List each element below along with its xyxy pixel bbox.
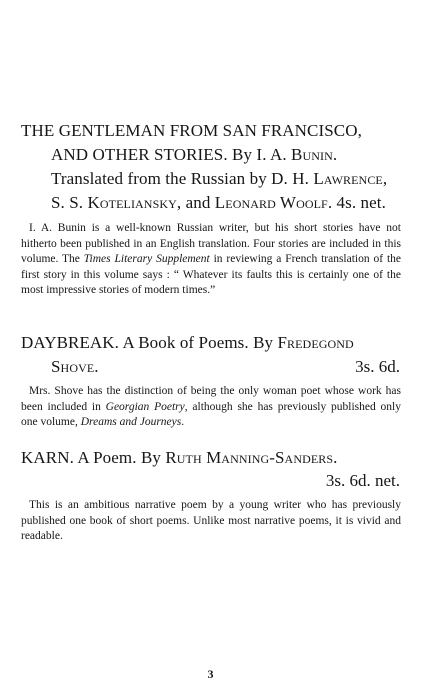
entry-description: This is an ambitious narrative poem by a young writer who has previously published one book of short poems. Unlike most narrative poems, it is vivid and readable. xyxy=(21,499,401,542)
entry-title-text: THE GENTLEMAN FROM SAN FRANCISCO, xyxy=(21,121,362,140)
translator-name: Leonard Woolf xyxy=(214,193,328,212)
entry-title-line-2 xyxy=(51,356,99,378)
entry-title-line-1 xyxy=(21,447,338,469)
translator-text: S. S. xyxy=(51,193,88,212)
entry-title-line-2 xyxy=(51,144,337,166)
entry-title-line-4 xyxy=(51,192,386,214)
entry-description: Mrs. Shove has the distinction of being the only woman poet whose work has been included in Georgian Poetry, although she has previously published only one volume, Dreams and Journeys. xyxy=(21,385,401,428)
translator-text: Translated from the Russian by D. H. xyxy=(51,169,314,188)
entry-title-line-1 xyxy=(21,120,362,142)
publication-title: Dreams and Journeys xyxy=(80,416,182,428)
translator-name: Koteliansky xyxy=(87,193,177,212)
entry-title-line-1 xyxy=(21,332,354,354)
author-name: Shove. xyxy=(51,357,99,376)
entry-title-text: AND OTHER STORIES. By I. A. xyxy=(51,145,292,164)
entry-price: . 4s. net. xyxy=(327,193,386,212)
page-number: 3 xyxy=(207,667,214,681)
publication-title: Georgian Poetry xyxy=(105,400,185,413)
conjunction-text: , and xyxy=(176,193,215,212)
entry-title-text: DAYBREAK. A Book of Poems. By xyxy=(21,333,278,352)
entry-title-line-3 xyxy=(51,168,387,190)
entry-price: 3s. 6d. net. xyxy=(325,471,400,490)
author-name: Bunin. xyxy=(291,145,338,164)
entry-description: I. A. Bunin is a well-known Russian writer, but his short stories have not hitherto been published in an English translation. Four stories are included in this volume. The Times Literary Supplement in reviewing a French translation of the first story in this volume says : “ Whatever its faults this is certainly one of the most impressive stories of modern times.” xyxy=(21,222,401,296)
author-name: Ruth Manning-Sanders. xyxy=(165,448,338,467)
publication-title: Times Literary Supplement xyxy=(83,253,210,265)
entry-price: 3s. 6d. xyxy=(355,357,400,376)
translator-name: Lawrence, xyxy=(313,169,388,188)
author-name: Fredegond xyxy=(277,333,354,352)
entry-title-text: KARN. A Poem. By xyxy=(21,448,166,467)
